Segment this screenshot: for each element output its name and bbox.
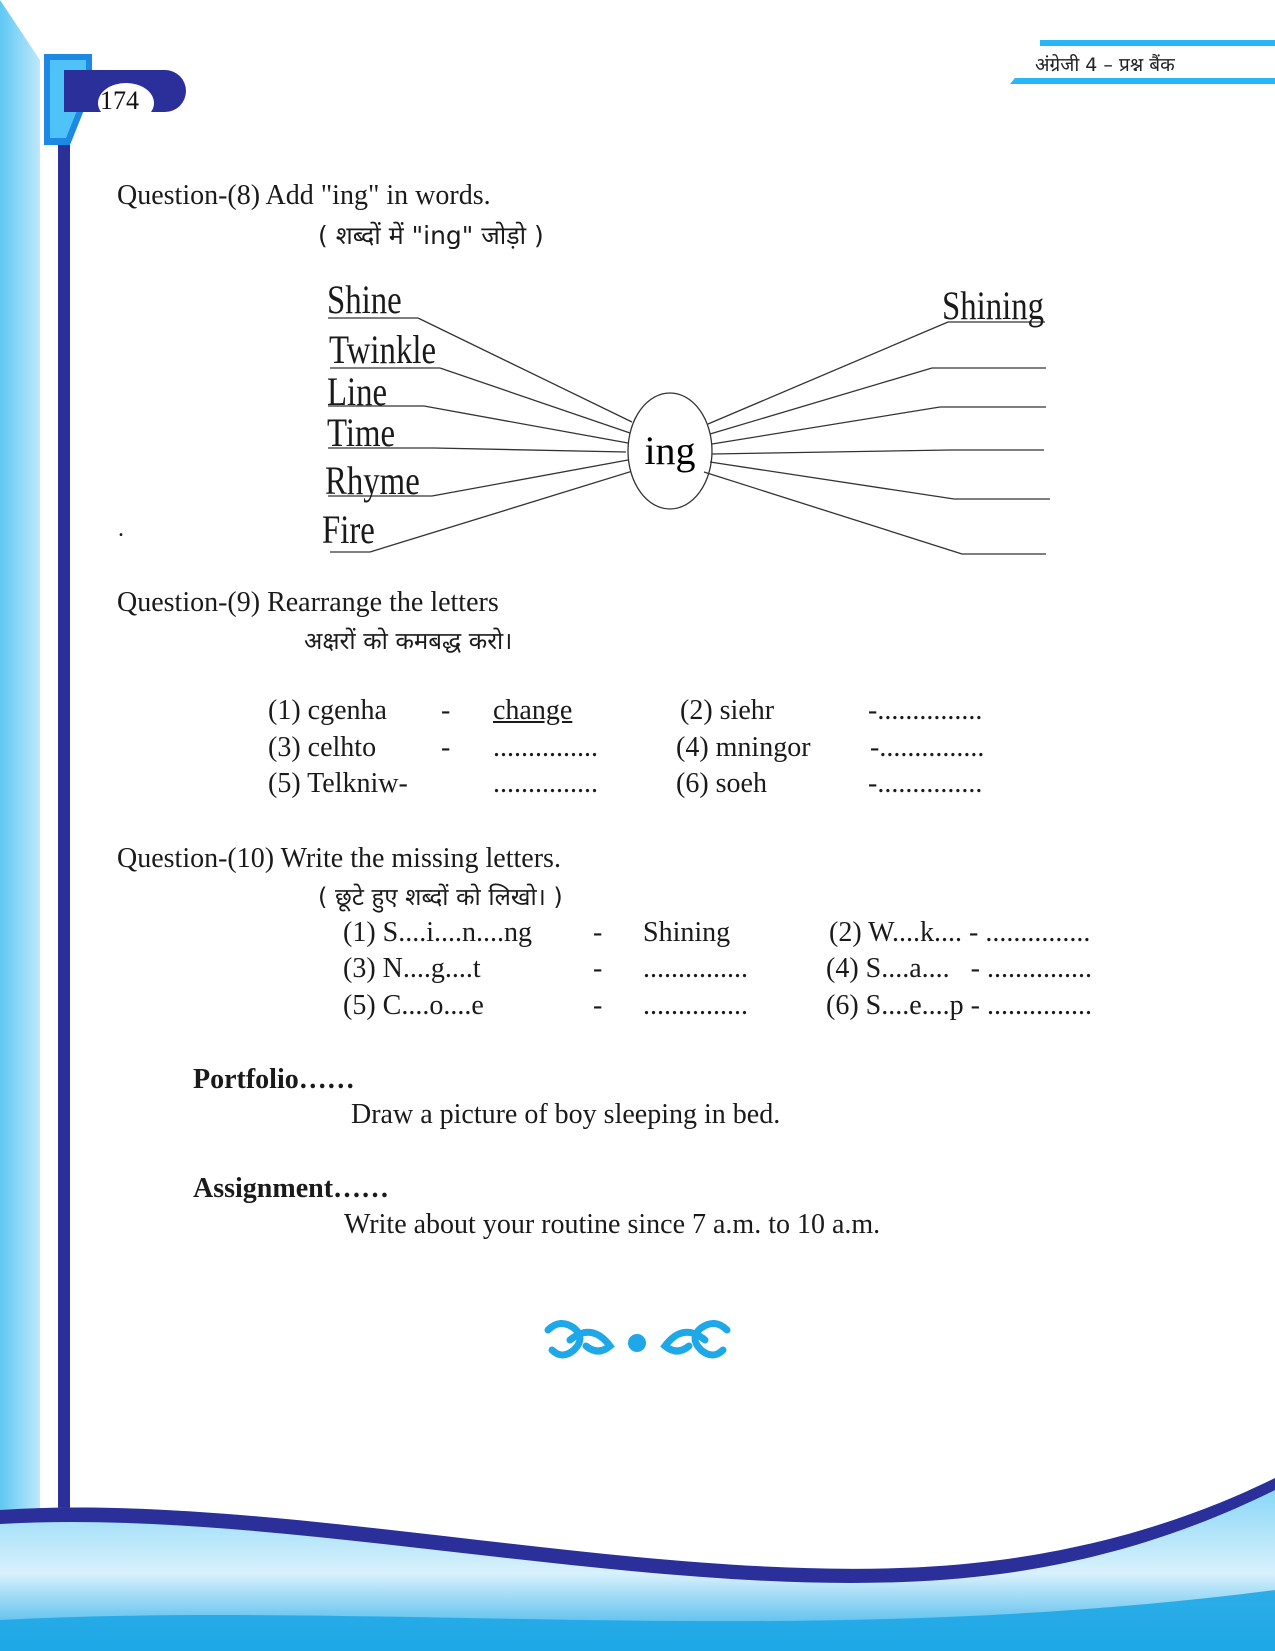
q8-word: Twinkle [329, 327, 437, 372]
q8-word: Rhyme [325, 458, 420, 503]
q8-dot: . [118, 516, 124, 542]
book-title: अंग्रेजी 4 – प्रश्न बैंक [1035, 54, 1175, 76]
q10-sep: - [593, 990, 603, 1021]
q8-word: Fire [322, 507, 375, 552]
q10-title: Question-(10) Write the missing letters. [117, 843, 561, 874]
q10-sep: - [593, 917, 603, 948]
portfolio-text: Draw a picture of boy sleeping in bed. [351, 1099, 781, 1130]
bottom-wave-decoration [0, 1470, 1275, 1651]
q9-item: (1) cgenha [268, 695, 387, 726]
q8-word: Line [327, 369, 388, 414]
q10-item: (3) N....g....t [343, 953, 481, 984]
q9-sep: - [441, 732, 451, 763]
ing-center-label: ing [644, 428, 696, 473]
q9-answer: ............... [493, 732, 598, 763]
q9-sep: - [441, 695, 451, 726]
q9-answer: ............... [493, 768, 598, 799]
q9-item: (5) Telkniw- [268, 768, 408, 799]
q10-answer: ............... [643, 953, 748, 984]
q8-title: Question-(8) Add "ing" in words. [117, 180, 491, 211]
assignment-text: Write about your routine since 7 a.m. to 10 a.m. [344, 1209, 881, 1240]
q10-answer: Shining [643, 917, 731, 948]
q9-item: (3) celhto [268, 732, 377, 763]
q9-title: Question-(9) Rearrange the letters [117, 587, 499, 618]
q9-item: (4) mningor [676, 732, 811, 763]
q10-item: (6) S....e....p - ............... [826, 990, 1092, 1021]
q9-answer: -............... [870, 732, 985, 763]
q10-item: (4) S....a.... - ............... [826, 953, 1092, 984]
q10-item: (5) C....o....e [343, 990, 484, 1021]
q10-answer: ............... [643, 990, 748, 1021]
q8-word: Shine [327, 277, 402, 322]
left-border-decoration [0, 0, 80, 1651]
q9-subtitle: अक्षरों को कमबद्ध करो। [304, 627, 513, 655]
page-number: 174 [100, 86, 139, 115]
q10-item: (2) W....k.... - ............... [829, 917, 1091, 948]
q10-subtitle: ( छूटे हुए शब्दों को लिखो। ) [318, 883, 563, 911]
q10-item: (1) S....i....n....ng [343, 917, 532, 948]
q8-subtitle: ( शब्दों में "ing" जोड़ो ) [318, 221, 544, 250]
q9-answer: -............... [868, 695, 983, 726]
q9-item: (2) siehr [680, 695, 775, 726]
q8-word: Time [327, 410, 396, 455]
q9-answer: change [493, 695, 573, 726]
q9-answer: -............... [868, 768, 983, 799]
ornament-divider-icon [540, 1316, 735, 1364]
portfolio-label: Portfolio…… [193, 1064, 355, 1095]
q9-item: (6) soeh [676, 768, 767, 799]
q8-answer: Shining [942, 283, 1045, 328]
assignment-label: Assignment…… [193, 1173, 390, 1204]
q10-sep: - [593, 953, 603, 984]
